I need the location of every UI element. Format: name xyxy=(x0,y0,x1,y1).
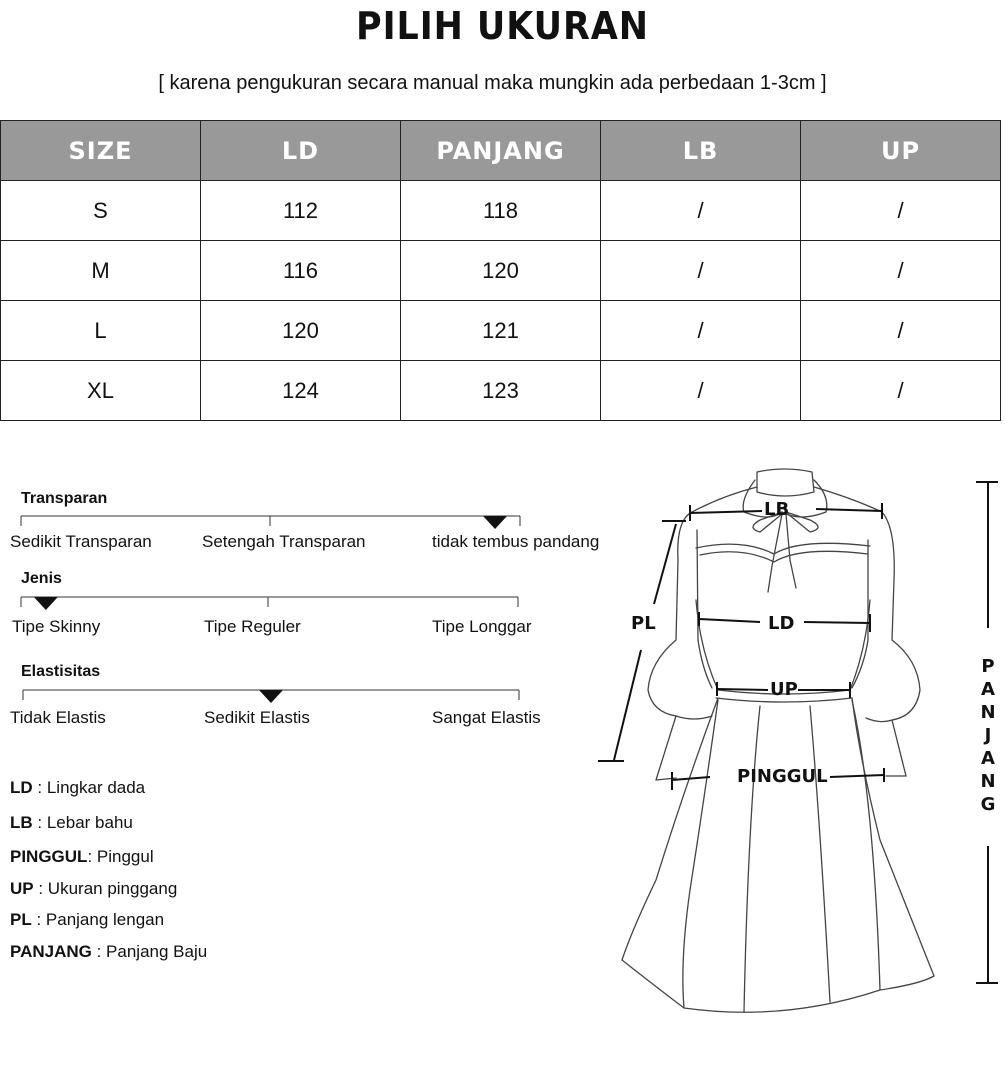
legend-desc: Lingkar dada xyxy=(46,778,146,797)
scale-title: Jenis xyxy=(21,570,62,587)
scale-label-low: Tidak Elastis xyxy=(10,708,106,727)
header-size: SIZE xyxy=(1,121,201,181)
scale-label-low: Sedikit Transparan xyxy=(10,532,152,551)
scale-title: Transparan xyxy=(21,490,108,507)
table-cell: / xyxy=(801,301,1001,361)
panjang-letter: A xyxy=(981,679,995,700)
measurement-note: [ karena pengukuran secara manual maka mungkin ada perbedaan 1-3cm ] xyxy=(158,72,827,94)
table-cell: 112 xyxy=(201,181,401,241)
table-cell: / xyxy=(601,181,801,241)
legend-desc: Panjang Baju xyxy=(106,942,208,961)
table-cell: 121 xyxy=(401,301,601,361)
table-cell: / xyxy=(801,241,1001,301)
scale-label-low: Tipe Skinny xyxy=(12,617,101,636)
legend-abbr: PANJANG xyxy=(10,942,92,961)
legend-desc: Ukuran pinggang xyxy=(47,879,178,898)
legend-abbr: UP xyxy=(10,879,34,898)
legend-sep: : xyxy=(33,879,48,898)
scale-label-mid: Sedikit Elastis xyxy=(204,708,310,727)
scale-label-high: Sangat Elastis xyxy=(432,708,541,727)
table-cell: / xyxy=(601,361,801,421)
table-cell: S xyxy=(1,181,201,241)
panjang-letter: N xyxy=(980,702,996,723)
scale-label-mid: Tipe Reguler xyxy=(204,617,301,636)
legend-abbr: LB xyxy=(10,813,33,832)
panjang-letter: J xyxy=(984,725,992,746)
header-lb: LB xyxy=(601,121,801,181)
header-panjang: PANJANG xyxy=(401,121,601,181)
table-cell: L xyxy=(1,301,201,361)
header-ld: LD xyxy=(201,121,401,181)
panjang-letter: G xyxy=(980,794,996,815)
scale-label-mid: Setengah Transparan xyxy=(202,532,366,551)
table-cell: M xyxy=(1,241,201,301)
legend-desc: Pinggul xyxy=(96,847,154,866)
scale-label-high: tidak tembus pandang xyxy=(432,532,600,551)
figure-label-pl: PL xyxy=(631,613,656,634)
legend-desc: Panjang lengan xyxy=(45,910,165,929)
legend-sep: : xyxy=(87,847,97,866)
table-cell: XL xyxy=(1,361,201,421)
table-cell: / xyxy=(801,181,1001,241)
legend-sep: : xyxy=(91,942,107,961)
legend-abbr: PL xyxy=(10,910,32,929)
table-cell: 120 xyxy=(201,301,401,361)
figure-label-pinggul: PINGGUL xyxy=(737,766,828,787)
figure-label-up: UP xyxy=(770,679,798,700)
legend-abbr: PINGGUL xyxy=(10,847,88,866)
legend-abbr: LD xyxy=(10,778,33,797)
header-up: UP xyxy=(801,121,1001,181)
scale-title: Elastisitas xyxy=(21,663,101,680)
legend-sep: : xyxy=(31,910,46,929)
table-cell: 118 xyxy=(401,181,601,241)
figure-label-ld: LD xyxy=(768,613,795,634)
table-cell: / xyxy=(601,241,801,301)
scale-label-high: Tipe Longgar xyxy=(432,617,532,636)
panjang-letter: N xyxy=(980,771,996,792)
legend-sep: : xyxy=(32,778,47,797)
panjang-letter: P xyxy=(981,656,995,677)
table-cell: / xyxy=(801,361,1001,421)
legend-sep: : xyxy=(32,813,47,832)
figure-label-lb: LB xyxy=(764,499,790,520)
table-cell: 116 xyxy=(201,241,401,301)
page-title: PILIH UKURAN xyxy=(356,4,649,48)
table-cell: 123 xyxy=(401,361,601,421)
measurement-lines xyxy=(598,482,998,983)
panjang-letter: A xyxy=(981,748,995,769)
table-cell: 124 xyxy=(201,361,401,421)
table-cell: 120 xyxy=(401,241,601,301)
legend-desc: Lebar bahu xyxy=(46,813,133,832)
table-cell: / xyxy=(601,301,801,361)
